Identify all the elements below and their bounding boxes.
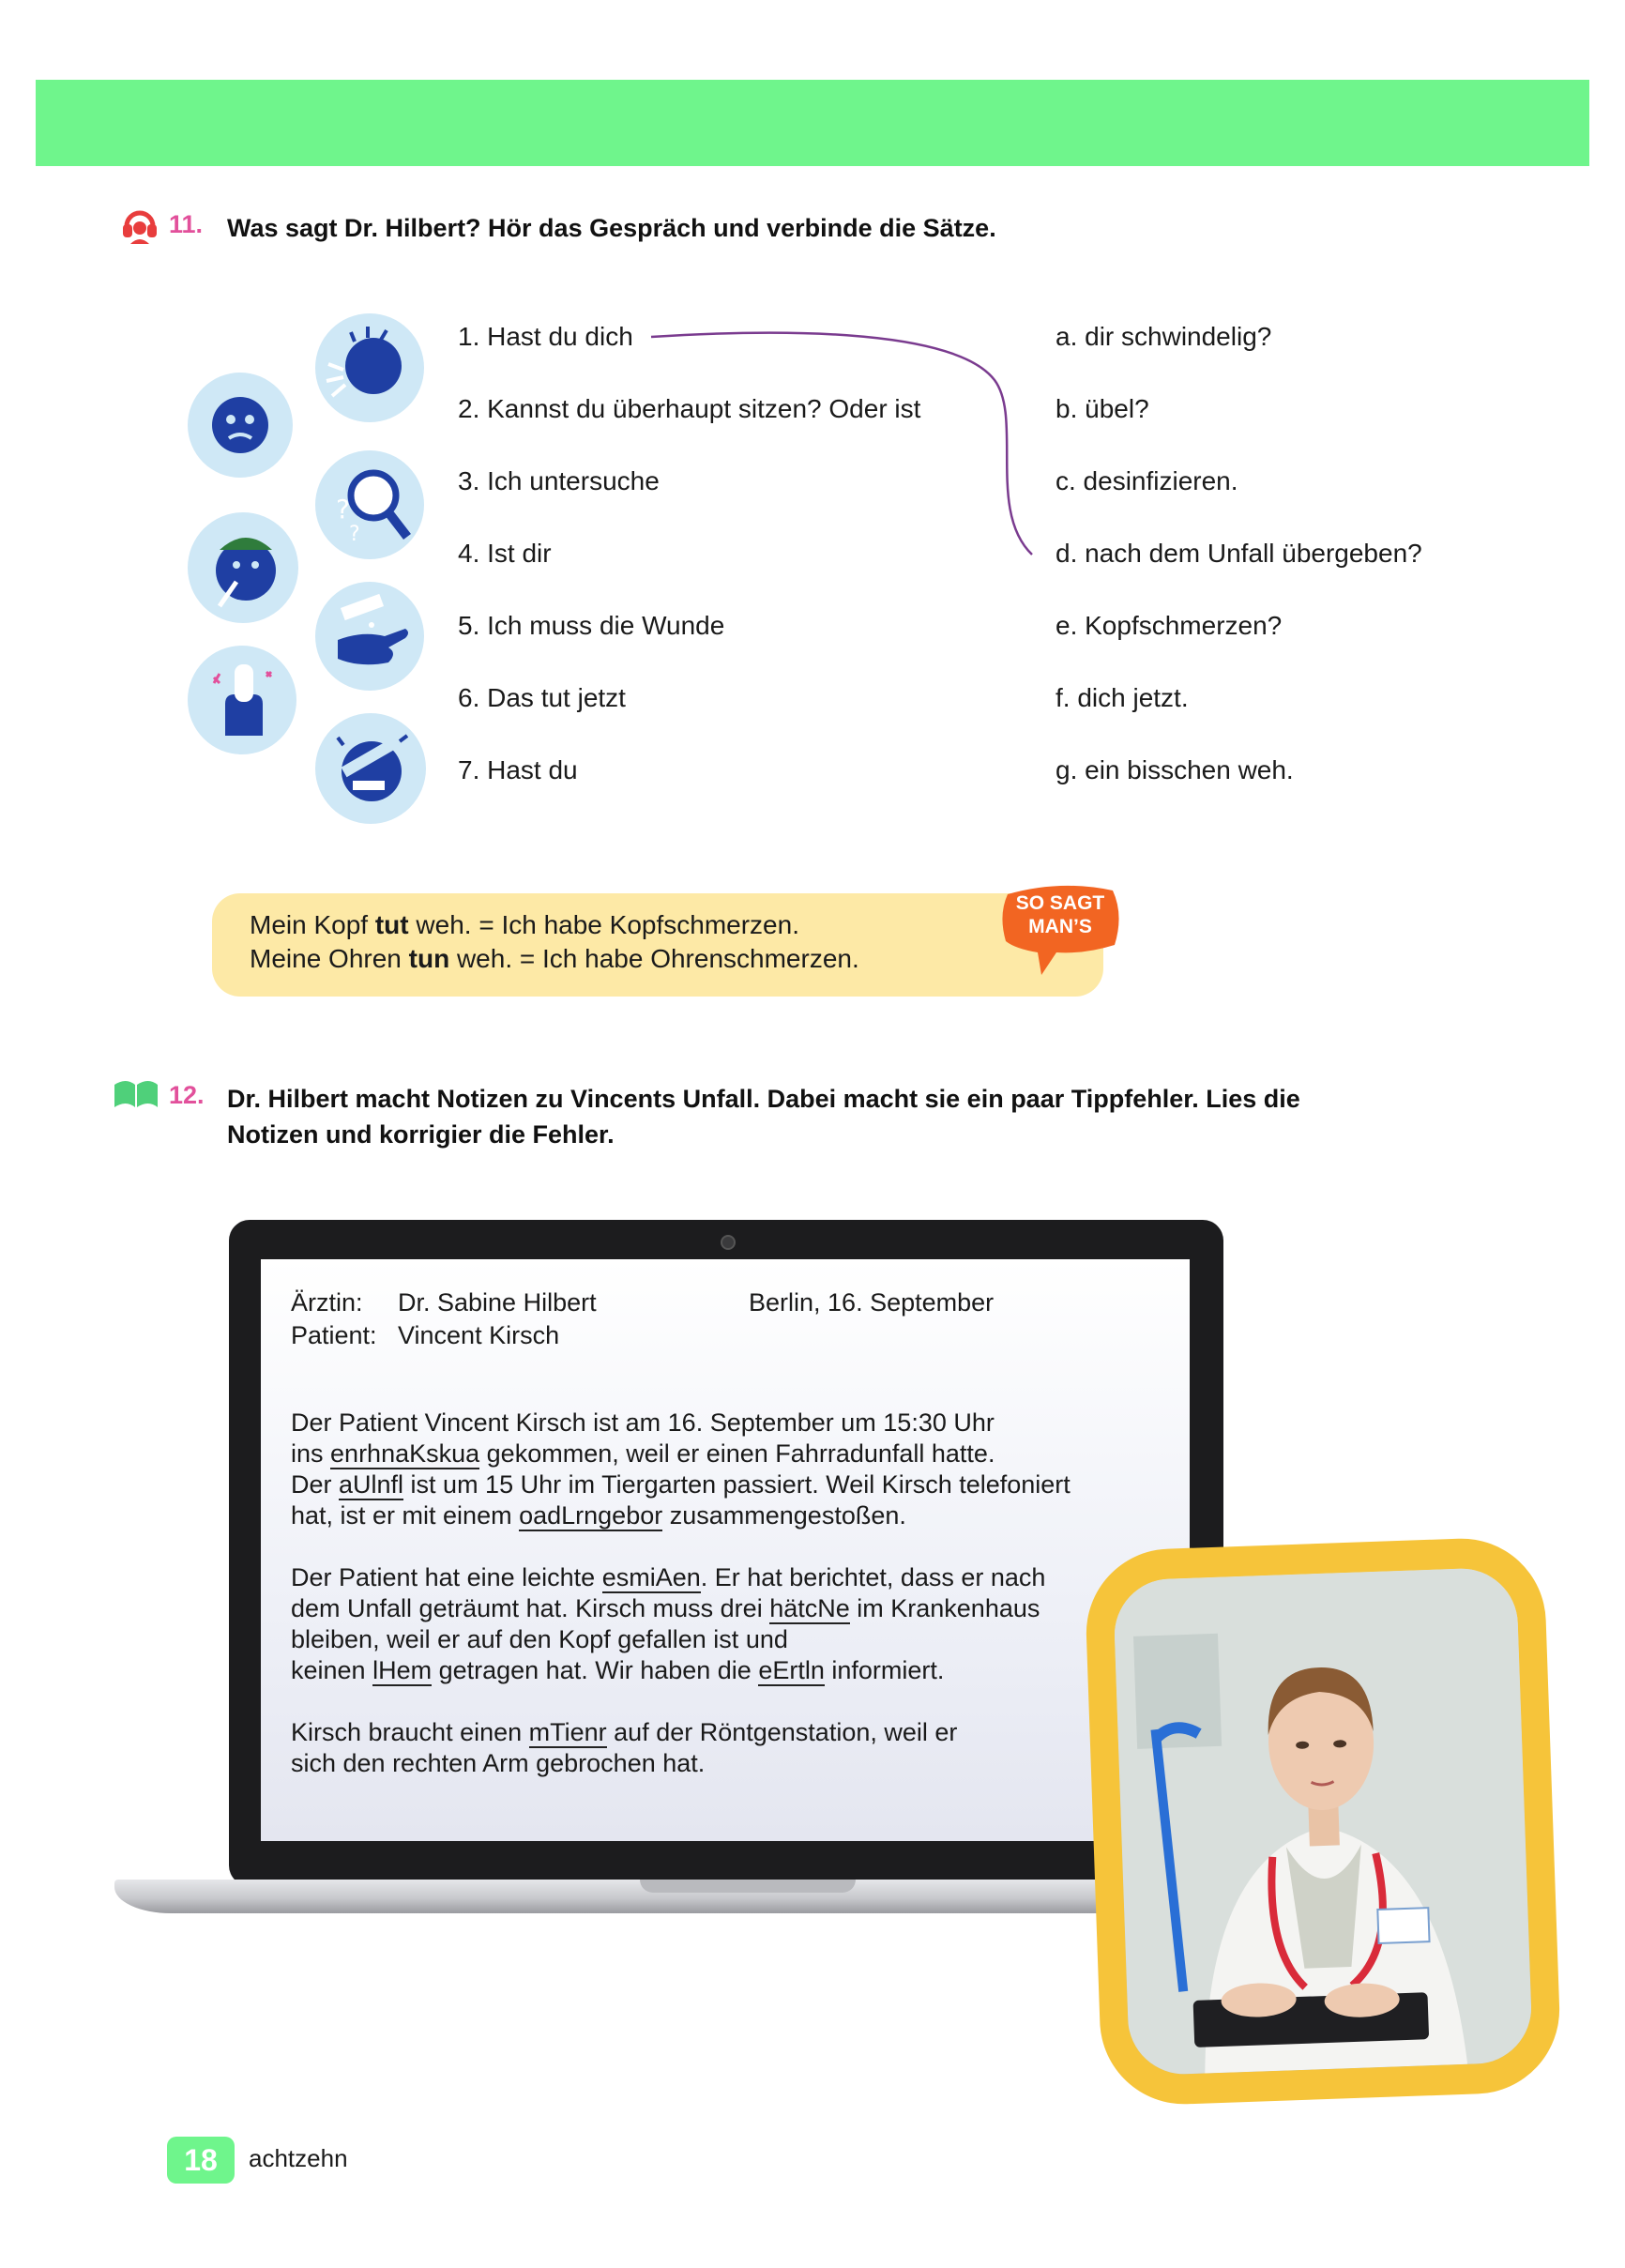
example-connector-line [647,324,1041,568]
right-sentence-f: f. dich jetzt. [1055,683,1189,712]
left-sentence-1: 1. Hast du dich [458,322,633,351]
typo-word: esmiAen [601,1563,701,1591]
note-p2-line-2: dem Unfall geträumt hat. Kirsch muss drei hätcNe im Krankenhaus [291,1594,1040,1622]
book-icon [111,1077,161,1109]
left-sentence-2: 2. Kannst du überhaupt sitzen? Oder ist [458,394,921,423]
doctor-name: Dr. Sabine Hilbert [398,1288,597,1317]
exercise-11-instruction: Was sagt Dr. Hilbert? Hör das Gespräch und verbinde die Sätze. [227,214,996,242]
svg-text:?: ? [336,494,350,525]
tip-line-2: Meine Ohren tun weh. = Ich habe Ohrenschmerzen. [250,944,859,973]
right-sentence-a: a. dir schwindelig? [1055,322,1272,351]
note-p3-line-2: sich den rechten Arm gebrochen hat. [291,1749,706,1777]
page-number-word: achtzehn [249,2144,348,2172]
label-doctor: Ärztin: [291,1288,363,1317]
note-p2-line-4: keinen lHem getragen hat. Wir haben die eErtln informiert. [291,1656,945,1684]
svg-text:?: ? [349,523,360,546]
note-p1-line-4: hat, ist er mit einem oadLrngebor zusammengestoßen. [291,1501,906,1530]
typo-word: lHem [372,1656,433,1684]
exercise-12-number: 12. [169,1081,205,1109]
header-bar [36,80,1589,166]
magnifier-icon [315,450,424,559]
exercise-11-number: 11. [169,210,204,238]
patient-name: Vincent Kirsch [398,1321,560,1349]
tip-badge-text: SO SAGT MAN’S [1015,892,1105,937]
note-p1-line-3: Der aUlnfl ist um 15 Uhr im Tiergarten passiert. Weil Kirsch telefoniert [291,1470,1071,1499]
sneezing-face-icon [315,313,424,422]
doctor-at-keyboard-illustration [1113,1567,1533,2077]
left-sentence-5: 5. Ich muss die Wunde [458,611,725,640]
left-sentence-6: 6. Das tut jetzt [458,683,626,712]
laptop-base-notch [640,1880,856,1893]
note-p2-line-1: Der Patient hat eine leichte esmiAen. Er hat berichtet, dass er nach [291,1563,1046,1591]
typo-word: aUlnfl [339,1470,404,1499]
typo-word: oadLrngebor [519,1501,663,1530]
typo-word: mTienr [528,1718,607,1746]
disinfect-hand-icon [315,582,424,691]
tip-line-1: Mein Kopf tut weh. = Ich habe Kopfschmerzen. [250,910,799,939]
injured-finger-icon [188,646,296,754]
right-sentence-g: g. ein bisschen weh. [1055,755,1294,784]
right-sentence-b: b. übel? [1055,394,1149,423]
note-p3-line-1: Kirsch braucht einen mTienr auf der Röntgenstation, weil er [291,1718,958,1746]
camera-icon [721,1235,736,1250]
doctor-photo [1113,1567,1533,2077]
exercise-12-instruction-line-2: Notizen und korrigier die Fehler. [227,1120,615,1149]
left-sentence-7: 7. Hast du [458,755,578,784]
headset-icon [120,204,159,245]
label-patient: Patient: [291,1321,377,1349]
note-p1-line-1: Der Patient Vincent Kirsch ist am 16. September um 15:30 Uhr [291,1408,995,1437]
typo-word: hätcNe [769,1594,850,1622]
left-sentence-3: 3. Ich untersuche [458,466,660,495]
right-sentence-c: c. desinfizieren. [1055,466,1238,495]
right-sentence-d: d. nach dem Unfall übergeben? [1055,539,1422,568]
left-sentence-4: 4. Ist dir [458,539,552,568]
headache-face-icon [315,713,426,824]
exercise-12-instruction-line-1: Dr. Hilbert macht Notizen zu Vincents Unfall. Dabei macht sie ein paar Tippfehler. Lies die [227,1085,1300,1113]
dizzy-face-icon [188,373,293,478]
note-p1-line-2: ins enrhnaKskua gekommen, weil er einen Fahrradunfall hatte. [291,1439,995,1468]
thermometer-face-icon [188,512,298,623]
place-date: Berlin, 16. September [749,1288,995,1317]
page-number: 18 [184,2143,218,2177]
typo-word: eErtln [758,1656,825,1684]
note-p2-line-3: bleiben, weil er auf den Kopf gefallen ist und [291,1625,788,1653]
right-sentence-e: e. Kopfschmerzen? [1055,611,1283,640]
typo-word: enrhnaKskua [330,1439,480,1468]
